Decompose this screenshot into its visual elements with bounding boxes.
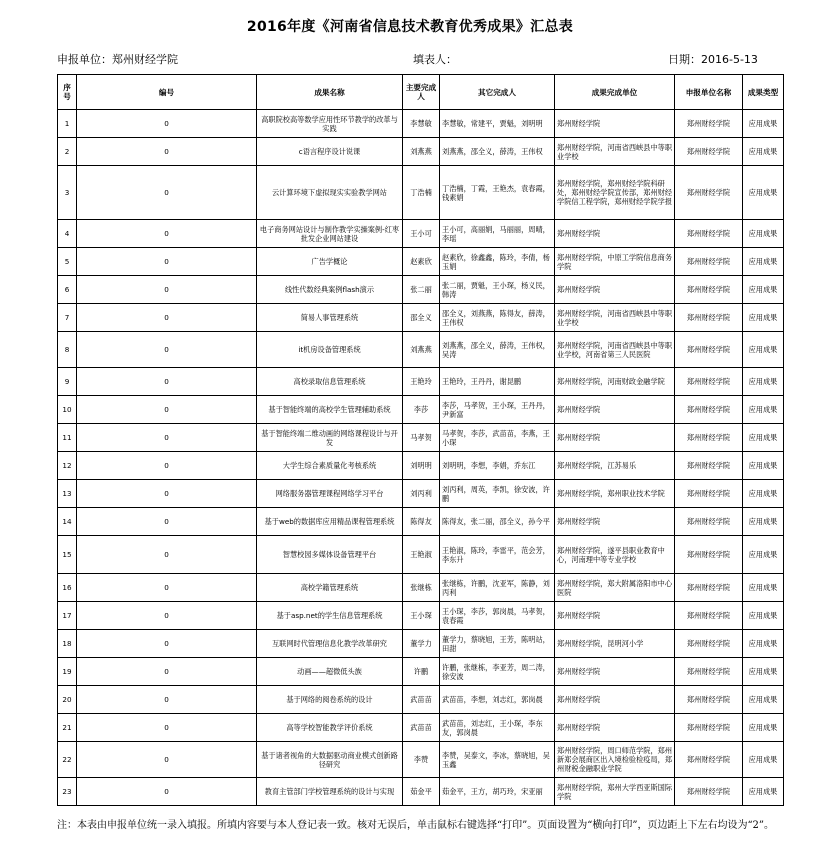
cell-unit: 郑州财经学院 bbox=[555, 714, 675, 742]
cell-unit: 郑州财经学院 bbox=[555, 396, 675, 424]
cell-code: 0 bbox=[77, 248, 257, 276]
cell-code: 0 bbox=[77, 452, 257, 480]
cell-apply: 郑州财经学院 bbox=[675, 742, 743, 778]
cell-unit: 郑州财经学院 bbox=[555, 110, 675, 138]
cell-name: 电子商务网站设计与制作教学实操案例-红枣批发企业网站建设 bbox=[257, 220, 403, 248]
table-row bbox=[58, 396, 784, 424]
cell-code: 0 bbox=[77, 138, 257, 166]
cell-code: 0 bbox=[77, 658, 257, 686]
cell-no: 21 bbox=[58, 714, 77, 742]
cell-apply: 郑州财经学院 bbox=[675, 220, 743, 248]
cell-apply: 郑州财经学院 bbox=[675, 630, 743, 658]
table-header-row bbox=[58, 75, 784, 110]
cell-name: 基于asp.net的学生信息管理系统 bbox=[257, 602, 403, 630]
table-row bbox=[58, 742, 784, 778]
cell-code: 0 bbox=[77, 742, 257, 778]
cell-no: 3 bbox=[58, 166, 77, 220]
cell-main: 马孝贺 bbox=[403, 424, 440, 452]
cell-main: 张二丽 bbox=[403, 276, 440, 304]
cell-unit: 郑州财经学院 bbox=[555, 276, 675, 304]
cell-name: 高等学校智能教学评价系统 bbox=[257, 714, 403, 742]
cell-unit: 郑州财经学院 bbox=[555, 424, 675, 452]
cell-name: 互联网时代管理信息化教学改革研究 bbox=[257, 630, 403, 658]
table-row bbox=[58, 424, 784, 452]
cell-name: 大学生综合素质量化考核系统 bbox=[257, 452, 403, 480]
cell-main: 刘明明 bbox=[403, 452, 440, 480]
cell-apply: 郑州财经学院 bbox=[675, 480, 743, 508]
cell-others: 刘丙利，周英，李凯，徐安波，许鹏 bbox=[440, 480, 555, 508]
cell-type: 应用成果 bbox=[743, 536, 784, 574]
cell-unit: 郑州财经学院 bbox=[555, 686, 675, 714]
cell-apply: 郑州财经学院 bbox=[675, 574, 743, 602]
cell-others: 王艳玲，王丹丹，谢昆鹏 bbox=[440, 368, 555, 396]
cell-apply: 郑州财经学院 bbox=[675, 714, 743, 742]
cell-name: 高校录取信息管理系统 bbox=[257, 368, 403, 396]
cell-apply: 郑州财经学院 bbox=[675, 452, 743, 480]
cell-apply: 郑州财经学院 bbox=[675, 396, 743, 424]
cell-no: 17 bbox=[58, 602, 77, 630]
cell-main: 王小琛 bbox=[403, 602, 440, 630]
header-cell: 主要完成人 bbox=[403, 75, 440, 110]
cell-unit: 郑州财经学院，江苏易乐 bbox=[555, 452, 675, 480]
cell-main: 刘燕燕 bbox=[403, 332, 440, 368]
header-cell: 成果完成单位 bbox=[555, 75, 675, 110]
cell-others: 刘燕燕，邵全义，薛涛，王伟权，吴涛 bbox=[440, 332, 555, 368]
cell-code: 0 bbox=[77, 574, 257, 602]
cell-main: 武苗苗 bbox=[403, 714, 440, 742]
cell-unit: 郑州财经学院，郑州大学西亚斯国际学院 bbox=[555, 778, 675, 806]
table-row bbox=[58, 332, 784, 368]
cell-others: 陈得友，张二丽，邵全义，孙今平 bbox=[440, 508, 555, 536]
cell-apply: 郑州财经学院 bbox=[675, 602, 743, 630]
cell-type: 应用成果 bbox=[743, 778, 784, 806]
cell-main: 李慧敏 bbox=[403, 110, 440, 138]
cell-no: 5 bbox=[58, 248, 77, 276]
cell-no: 10 bbox=[58, 396, 77, 424]
cell-main: 王艳玲 bbox=[403, 368, 440, 396]
cell-name: 网络服务器管理课程网络学习平台 bbox=[257, 480, 403, 508]
cell-unit: 郑州财经学院，周口师范学院，郑州新郑会展商区出入境检验检疫局，郑州财税金融职业学院 bbox=[555, 742, 675, 778]
date-label: 日期：2016-5-13 bbox=[668, 53, 758, 66]
cell-apply: 郑州财经学院 bbox=[675, 248, 743, 276]
cell-others: 武苗苗，刘志红，王小琛，李东友，郭岗晨 bbox=[440, 714, 555, 742]
cell-main: 张继栋 bbox=[403, 574, 440, 602]
cell-others: 丁浩楠，丁霞，王艳杰，袁春霞，钱素娟 bbox=[440, 166, 555, 220]
header-cell: 序号 bbox=[58, 75, 77, 110]
cell-others: 刘燕燕，邵全义，薛涛，王伟权 bbox=[440, 138, 555, 166]
table-row bbox=[58, 248, 784, 276]
cell-name: c语言程序设计说课 bbox=[257, 138, 403, 166]
cell-no: 11 bbox=[58, 424, 77, 452]
table-row bbox=[58, 536, 784, 574]
cell-code: 0 bbox=[77, 276, 257, 304]
cell-apply: 郑州财经学院 bbox=[675, 276, 743, 304]
cell-no: 13 bbox=[58, 480, 77, 508]
cell-no: 9 bbox=[58, 368, 77, 396]
cell-type: 应用成果 bbox=[743, 658, 784, 686]
page-title: 2016年度《河南省信息技术教育优秀成果》汇总表 bbox=[246, 19, 574, 35]
cell-apply: 郑州财经学院 bbox=[675, 508, 743, 536]
cell-main: 董学力 bbox=[403, 630, 440, 658]
table-row bbox=[58, 508, 784, 536]
cell-name: 教育主管部门学校管理系统的设计与实现 bbox=[257, 778, 403, 806]
table-row bbox=[58, 658, 784, 686]
cell-unit: 郑州财经学院，河南省西峡县中等职业学校，河南省第三人民医院 bbox=[555, 332, 675, 368]
header-cell: 申报单位名称 bbox=[675, 75, 743, 110]
cell-no: 23 bbox=[58, 778, 77, 806]
cell-unit: 郑州财经学院，昆明河小学 bbox=[555, 630, 675, 658]
cell-type: 应用成果 bbox=[743, 424, 784, 452]
cell-name: it机房设备管理系统 bbox=[257, 332, 403, 368]
cell-code: 0 bbox=[77, 480, 257, 508]
cell-type: 应用成果 bbox=[743, 332, 784, 368]
cell-type: 应用成果 bbox=[743, 166, 784, 220]
cell-no: 22 bbox=[58, 742, 77, 778]
cell-name: 基于web的数据库应用精品课程管理系统 bbox=[257, 508, 403, 536]
table-row bbox=[58, 574, 784, 602]
cell-name: 基于智能终端二维动画的网络课程设计与开发 bbox=[257, 424, 403, 452]
cell-no: 19 bbox=[58, 658, 77, 686]
cell-unit: 郑州财经学院 bbox=[555, 508, 675, 536]
cell-code: 0 bbox=[77, 368, 257, 396]
cell-apply: 郑州财经学院 bbox=[675, 332, 743, 368]
cell-code: 0 bbox=[77, 714, 257, 742]
apply-unit-label: 申报单位：郑州财经学院 bbox=[57, 53, 178, 66]
cell-name: 动画——超微低头族 bbox=[257, 658, 403, 686]
table-row bbox=[58, 138, 784, 166]
cell-apply: 郑州财经学院 bbox=[675, 778, 743, 806]
table-row bbox=[58, 368, 784, 396]
cell-no: 8 bbox=[58, 332, 77, 368]
header-cell: 成果名称 bbox=[257, 75, 403, 110]
cell-type: 应用成果 bbox=[743, 304, 784, 332]
cell-others: 赵素欣，徐鑫鑫，陈玲，李倩，杨玉娟 bbox=[440, 248, 555, 276]
cell-code: 0 bbox=[77, 536, 257, 574]
cell-others: 武苗苗，李想，刘志红，郭岗晨 bbox=[440, 686, 555, 714]
cell-unit: 郑州财经学院，河南省西峡县中等职业学校 bbox=[555, 304, 675, 332]
cell-code: 0 bbox=[77, 602, 257, 630]
cell-apply: 郑州财经学院 bbox=[675, 658, 743, 686]
cell-main: 王艳淑 bbox=[403, 536, 440, 574]
cell-type: 应用成果 bbox=[743, 602, 784, 630]
cell-others: 董学力，蔡晓旭，王芳，陈明站，田甜 bbox=[440, 630, 555, 658]
table-row bbox=[58, 686, 784, 714]
cell-code: 0 bbox=[77, 424, 257, 452]
cell-unit: 郑州财经学院，河南省西峡县中等职业学校 bbox=[555, 138, 675, 166]
cell-main: 赵素欣 bbox=[403, 248, 440, 276]
cell-apply: 郑州财经学院 bbox=[675, 138, 743, 166]
cell-code: 0 bbox=[77, 304, 257, 332]
cell-no: 7 bbox=[58, 304, 77, 332]
table-row bbox=[58, 452, 784, 480]
cell-others: 张二丽，贾魁，王小琛，杨义民，韩涛 bbox=[440, 276, 555, 304]
table-row bbox=[58, 602, 784, 630]
cell-type: 应用成果 bbox=[743, 686, 784, 714]
cell-type: 应用成果 bbox=[743, 630, 784, 658]
table-row bbox=[58, 304, 784, 332]
cell-type: 应用成果 bbox=[743, 742, 784, 778]
table-row bbox=[58, 714, 784, 742]
table-row bbox=[58, 220, 784, 248]
cell-unit: 郑州财经学院 bbox=[555, 602, 675, 630]
cell-code: 0 bbox=[77, 166, 257, 220]
cell-code: 0 bbox=[77, 220, 257, 248]
cell-others: 李莎，马孝贺，王小琛，王丹丹，尹新富 bbox=[440, 396, 555, 424]
filler-label: 填表人： bbox=[413, 53, 457, 66]
cell-code: 0 bbox=[77, 686, 257, 714]
cell-apply: 郑州财经学院 bbox=[675, 304, 743, 332]
cell-unit: 郑州财经学院 bbox=[555, 220, 675, 248]
cell-no: 14 bbox=[58, 508, 77, 536]
cell-code: 0 bbox=[77, 396, 257, 424]
cell-others: 李慧敏，常建平，贾魁，刘明明 bbox=[440, 110, 555, 138]
cell-name: 广告学概论 bbox=[257, 248, 403, 276]
table-row bbox=[58, 480, 784, 508]
cell-no: 15 bbox=[58, 536, 77, 574]
cell-others: 张继栋，许鹏，沈亚军，陈静，刘丙利 bbox=[440, 574, 555, 602]
cell-others: 马孝贺，李莎，武苗苗，李燕，王小琛 bbox=[440, 424, 555, 452]
cell-main: 李莎 bbox=[403, 396, 440, 424]
cell-name: 基于智能终端的高校学生管理辅助系统 bbox=[257, 396, 403, 424]
cell-name: 简易人事管理系统 bbox=[257, 304, 403, 332]
cell-others: 王艳淑，陈玲，李雷平，范会芳，李东升 bbox=[440, 536, 555, 574]
cell-type: 应用成果 bbox=[743, 714, 784, 742]
cell-unit: 郑州财经学院 bbox=[555, 658, 675, 686]
cell-no: 1 bbox=[58, 110, 77, 138]
cell-no: 2 bbox=[58, 138, 77, 166]
cell-no: 4 bbox=[58, 220, 77, 248]
cell-apply: 郑州财经学院 bbox=[675, 424, 743, 452]
cell-unit: 郑州财经学院，中原工学院信息商务学院 bbox=[555, 248, 675, 276]
header-cell: 编号 bbox=[77, 75, 257, 110]
cell-unit: 郑州财经学院，遂平县职业教育中心，河南理中等专业学校 bbox=[555, 536, 675, 574]
footer-note: 注：本表由申报单位统一录入填报。所填内容要与本人登记表一致。核对无误后，单击鼠标右键选择“打印”。页面设置为“横向打印”，页边距上下左右均设为“2”。 bbox=[57, 820, 775, 831]
cell-type: 应用成果 bbox=[743, 452, 784, 480]
cell-others: 刘明明，李想，李娟，乔东江 bbox=[440, 452, 555, 480]
cell-others: 茹金平，王方，胡巧玲，宋亚丽 bbox=[440, 778, 555, 806]
cell-type: 应用成果 bbox=[743, 248, 784, 276]
cell-others: 邵全义，刘燕燕，陈得友，薛涛，王伟权 bbox=[440, 304, 555, 332]
cell-code: 0 bbox=[77, 508, 257, 536]
summary-table bbox=[57, 74, 784, 806]
cell-main: 李赞 bbox=[403, 742, 440, 778]
cell-no: 6 bbox=[58, 276, 77, 304]
cell-no: 16 bbox=[58, 574, 77, 602]
cell-main: 刘丙利 bbox=[403, 480, 440, 508]
header-cell: 其它完成人 bbox=[440, 75, 555, 110]
cell-main: 许鹏 bbox=[403, 658, 440, 686]
cell-others: 许鹏，张继栋，李亚芳，周二涛，徐安波 bbox=[440, 658, 555, 686]
cell-type: 应用成果 bbox=[743, 508, 784, 536]
cell-type: 应用成果 bbox=[743, 396, 784, 424]
cell-name: 高职院校高等数学应用性环节教学的改革与实践 bbox=[257, 110, 403, 138]
cell-no: 12 bbox=[58, 452, 77, 480]
cell-apply: 郑州财经学院 bbox=[675, 686, 743, 714]
cell-type: 应用成果 bbox=[743, 276, 784, 304]
cell-apply: 郑州财经学院 bbox=[675, 368, 743, 396]
cell-code: 0 bbox=[77, 778, 257, 806]
cell-main: 王小可 bbox=[403, 220, 440, 248]
cell-name: 智慧校园多媒体设备管理平台 bbox=[257, 536, 403, 574]
cell-unit: 郑州财经学院，郑州职业技术学院 bbox=[555, 480, 675, 508]
cell-others: 王小可，高丽娟，马丽丽，周晴，李瑶 bbox=[440, 220, 555, 248]
cell-name: 云计算环境下虚拟现实实验教学网站 bbox=[257, 166, 403, 220]
table-row bbox=[58, 276, 784, 304]
cell-apply: 郑州财经学院 bbox=[675, 536, 743, 574]
cell-others: 王小琛，李莎，郭岗晨，马孝贺，袁春霞 bbox=[440, 602, 555, 630]
cell-code: 0 bbox=[77, 332, 257, 368]
cell-name: 高校学籍管理系统 bbox=[257, 574, 403, 602]
cell-unit: 郑州财经学院，郑大附属洛阳市中心医院 bbox=[555, 574, 675, 602]
cell-main: 茹金平 bbox=[403, 778, 440, 806]
cell-others: 李赞，吴泰文，李冰，蔡晓旭，吴玉鑫 bbox=[440, 742, 555, 778]
cell-main: 邵全义 bbox=[403, 304, 440, 332]
cell-type: 应用成果 bbox=[743, 220, 784, 248]
cell-type: 应用成果 bbox=[743, 138, 784, 166]
cell-no: 18 bbox=[58, 630, 77, 658]
cell-type: 应用成果 bbox=[743, 110, 784, 138]
cell-type: 应用成果 bbox=[743, 574, 784, 602]
table-row bbox=[58, 778, 784, 806]
cell-apply: 郑州财经学院 bbox=[675, 110, 743, 138]
cell-main: 丁浩楠 bbox=[403, 166, 440, 220]
table-row bbox=[58, 630, 784, 658]
cell-name: 基于诸者视角的大数据驱动商业模式创新路径研究 bbox=[257, 742, 403, 778]
cell-main: 陈得友 bbox=[403, 508, 440, 536]
cell-apply: 郑州财经学院 bbox=[675, 166, 743, 220]
cell-name: 线性代数经典案例flash演示 bbox=[257, 276, 403, 304]
cell-code: 0 bbox=[77, 110, 257, 138]
cell-main: 刘燕燕 bbox=[403, 138, 440, 166]
cell-unit: 郑州财经学院，郑州财经学院科研处，郑州财经学院宣传部，郑州财经学院信工程学院，郑州财经学院学报 bbox=[555, 166, 675, 220]
table-row bbox=[58, 110, 784, 138]
cell-type: 应用成果 bbox=[743, 480, 784, 508]
table-row bbox=[58, 166, 784, 220]
cell-main: 武苗苗 bbox=[403, 686, 440, 714]
header-cell: 成果类型 bbox=[743, 75, 784, 110]
cell-unit: 郑州财经学院，河南财政金融学院 bbox=[555, 368, 675, 396]
cell-code: 0 bbox=[77, 630, 257, 658]
cell-name: 基于网络的阅卷系统的设计 bbox=[257, 686, 403, 714]
cell-type: 应用成果 bbox=[743, 368, 784, 396]
cell-no: 20 bbox=[58, 686, 77, 714]
